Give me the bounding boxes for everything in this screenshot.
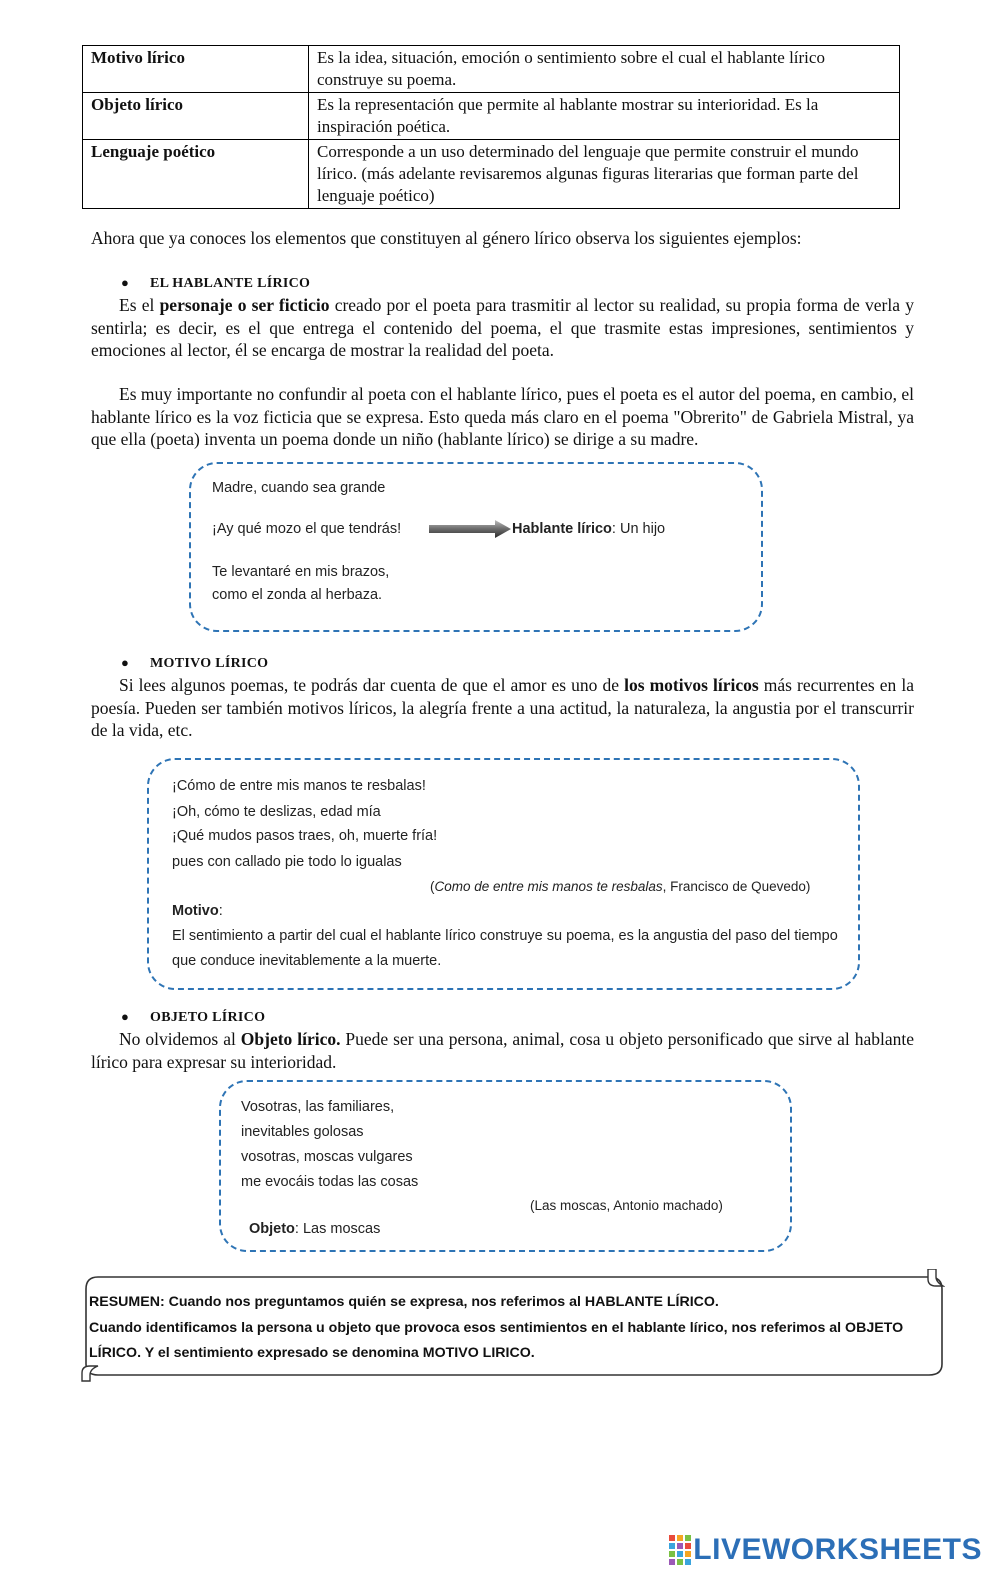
- summary-line-2: Cuando identificamos la persona u objeto que provoca esos sentimientos en el hablante lírico, nos referimos al OBJETO LÍRICO. Y el sentimiento expresado se denomina MOTIVO LIRICO.: [89, 1319, 904, 1361]
- poem-line: Te levantaré en mis brazos,: [212, 564, 390, 580]
- section-heading-motivo: ● MOTIVO LÍRICO: [121, 655, 269, 671]
- intro-paragraph: Ahora que ya conoces los elementos que constituyen al género lírico observa los siguientes ejemplos:: [91, 228, 802, 248]
- hablante-example-box: [189, 462, 763, 632]
- table-row: [83, 140, 900, 209]
- bullet-icon: ●: [121, 655, 130, 670]
- poem-line: ¡Oh, cómo te deslizas, edad mía: [172, 804, 381, 820]
- poem-line: pues con callado pie todo lo igualas: [172, 854, 402, 870]
- section-heading-objeto: ● OBJETO LÍRICO: [121, 1009, 266, 1025]
- summary-line-1: RESUMEN: Cuando nos preguntamos quién se expresa, nos referimos al HABLANTE LÍRICO.: [89, 1294, 719, 1310]
- hablante-label: Hablante lírico: Un hijo: [512, 521, 666, 537]
- table-row: [83, 93, 900, 140]
- poem-line: ¡Qué mudos pasos traes, oh, muerte fría!: [172, 828, 438, 844]
- poem-source: (Como de entre mis manos te resbalas, Francisco de Quevedo): [430, 879, 811, 894]
- hablante-paragraph-1: Es el personaje o ser ficticio creado por el poeta para trasmitir al lector su realidad, su propia forma de verla y sentirla; es decir, es el que entrega el contenido del poema, el que trasmite estas impresiones, sentimientos y emociones al lector, él se encarga de mostrar la realidad del poeta.: [91, 295, 914, 360]
- summary-text: [89, 1290, 929, 1367]
- motivo-example-box: [147, 758, 860, 990]
- objeto-example-box: [219, 1080, 792, 1252]
- table-definition: Es la idea, situación, emoción o sentimiento sobre el cual el hablante lírico construye su poema.: [309, 46, 900, 93]
- motivo-label: Motivo:: [172, 903, 223, 919]
- poem-line: inevitables golosas: [241, 1124, 364, 1140]
- poem-line: ¡Cómo de entre mis manos te resbalas!: [172, 778, 426, 794]
- bullet-icon: ●: [121, 275, 130, 290]
- liveworksheets-logo: [669, 1533, 982, 1567]
- arrow-right-icon: [427, 519, 513, 539]
- table-definition: Es la representación que permite al hablante mostrar su interioridad. Es la inspiración poética.: [309, 93, 900, 140]
- motivo-explanation: El sentimiento a partir del cual el hablante lírico construye su poema, es la angustia del paso del tiempo que conduce inevitablemente a la muerte.: [172, 928, 838, 969]
- poem-line: Madre, cuando sea grande: [212, 480, 386, 496]
- table-term: Motivo lírico: [83, 46, 309, 93]
- motivo-paragraph: Si lees algunos poemas, te podrás dar cuenta de que el amor es uno de los motivos líricos más recurrentes en la poesía. Pueden ser también motivos líricos, la alegría frente a una actitud, la naturaleza, la angustia por el transcurrir de la vida, etc.: [91, 675, 915, 740]
- poem-line: ¡Ay qué mozo el que tendrás!: [212, 521, 402, 537]
- table-term: Lenguaje poético: [83, 140, 309, 209]
- objeto-label: Objeto: Las moscas: [249, 1221, 381, 1237]
- objeto-paragraph: No olvidemos al Objeto lírico. Puede ser una persona, animal, cosa u objeto personificado que sirve al hablante lírico para expresar su interioridad.: [91, 1029, 914, 1072]
- section-heading-hablante: ● EL HABLANTE LÍRICO: [121, 275, 311, 291]
- poem-source: (Las moscas, Antonio machado): [530, 1198, 723, 1213]
- poem-line: como el zonda al herbaza.: [212, 587, 383, 603]
- table-term: Objeto lírico: [83, 93, 309, 140]
- poem-line: vosotras, moscas vulgares: [241, 1149, 413, 1165]
- table-row: [83, 46, 900, 93]
- summary-box: [80, 1269, 945, 1382]
- hablante-paragraph-2: Es muy importante no confundir al poeta con el hablante lírico, pues el poeta es el autor del poema, en cambio, el hablante lírico es la voz ficticia que se expresa. Esto queda más claro en el poema "Obrerito" de Gabriela Mistral, ya que ella (poeta) inventa un poema donde un niño (hablante lírico) se dirige a su madre.: [91, 384, 914, 449]
- bullet-icon: ●: [121, 1009, 130, 1024]
- logo-text: LIVEWORKSHEETS: [693, 1533, 982, 1566]
- logo-grid-icon: [669, 1535, 693, 1565]
- poem-line: me evocáis todas las cosas: [241, 1174, 419, 1190]
- table-definition: Corresponde a un uso determinado del lenguaje que permite construir el mundo lírico. (más adelante revisaremos algunas figuras literarias que forman parte del lenguaje poético): [309, 140, 900, 209]
- poem-line: Vosotras, las familiares,: [241, 1099, 395, 1115]
- definitions-table: [82, 45, 900, 209]
